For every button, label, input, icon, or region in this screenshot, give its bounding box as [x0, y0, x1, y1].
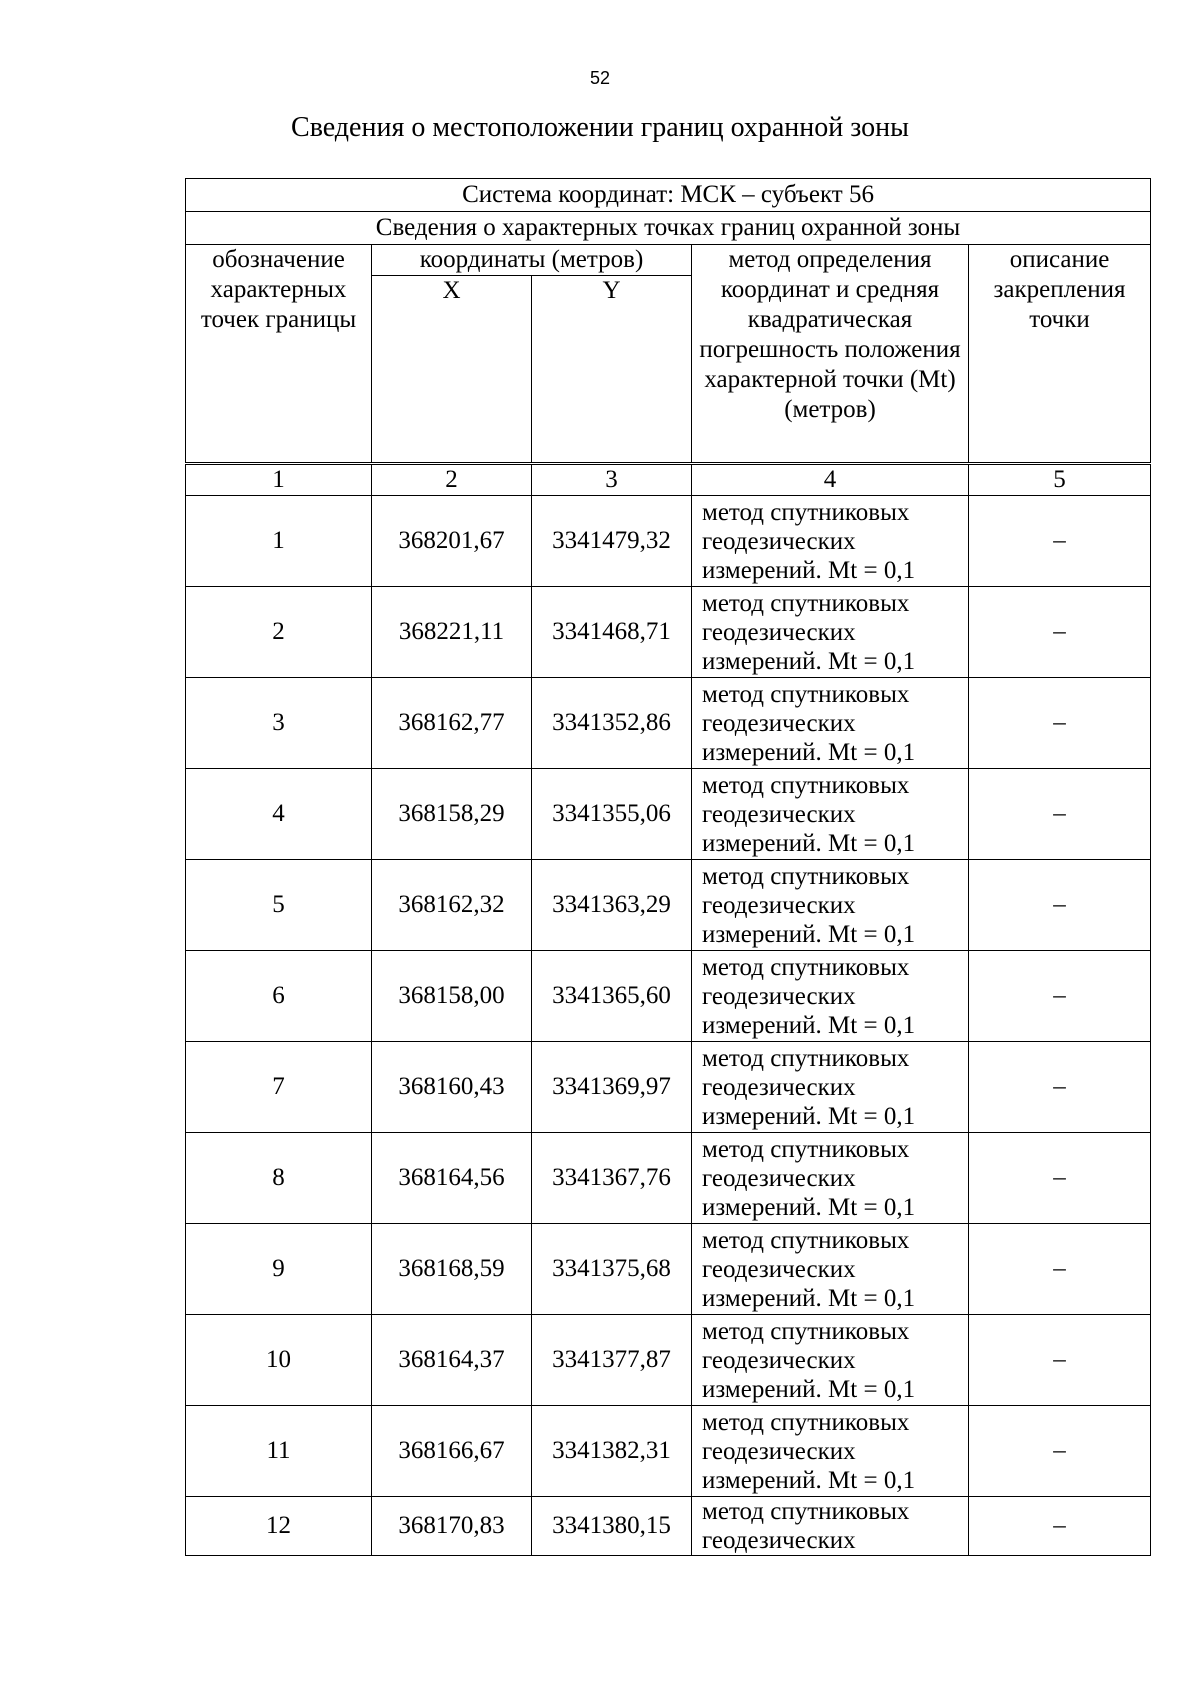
column-number: 4: [692, 464, 969, 496]
info-cell: Сведения о характерных точках границ охранной зоны: [186, 212, 1151, 245]
y-coordinate-cell: 3341352,86: [532, 678, 692, 769]
method-cell: метод спутниковых геодезических измерений. Mt = 0,1: [692, 1224, 969, 1315]
table-row: [186, 678, 1151, 769]
table-row: [186, 1042, 1151, 1133]
method-cell: метод спутниковых геодезических измерений. Mt = 0,1: [692, 769, 969, 860]
page-title: Сведения о местоположении границ охранной зоны: [291, 112, 909, 143]
x-coordinate-cell: 368162,32: [372, 860, 532, 951]
header-coordinates: координаты (метров): [372, 245, 692, 276]
x-coordinate-cell: 368221,11: [372, 587, 532, 678]
point-number-cell: 3: [186, 678, 372, 769]
method-cell: метод спутниковых геодезических измерений. Mt = 0,1: [692, 1042, 969, 1133]
x-coordinate-cell: 368158,29: [372, 769, 532, 860]
header-point-designation: обозначение характерных точек границы: [186, 245, 372, 464]
header-method: метод определения координат и средняя квадратическая погрешность положения характерной точки (Mt) (метров): [692, 245, 969, 464]
x-coordinate-cell: 368158,00: [372, 951, 532, 1042]
point-number-cell: 7: [186, 1042, 372, 1133]
table-header-row: [186, 245, 1151, 276]
method-cell: метод спутниковых геодезических измерений. Mt = 0,1: [692, 1133, 969, 1224]
x-coordinate-cell: 368170,83: [372, 1497, 532, 1556]
column-number: 2: [372, 464, 532, 496]
description-cell: –: [969, 496, 1151, 587]
point-number-cell: 5: [186, 860, 372, 951]
description-cell: –: [969, 1497, 1151, 1556]
description-cell: –: [969, 1406, 1151, 1497]
column-number: 3: [532, 464, 692, 496]
point-number-cell: 2: [186, 587, 372, 678]
method-cell: метод спутниковых геодезических измерений. Mt = 0,1: [692, 587, 969, 678]
y-coordinate-cell: 3341375,68: [532, 1224, 692, 1315]
table-body: [186, 179, 1151, 1556]
point-number-cell: 11: [186, 1406, 372, 1497]
description-cell: –: [969, 951, 1151, 1042]
description-cell: –: [969, 1315, 1151, 1406]
table-row: [186, 1497, 1151, 1556]
y-coordinate-cell: 3341367,76: [532, 1133, 692, 1224]
table-row: [186, 587, 1151, 678]
point-number-cell: 6: [186, 951, 372, 1042]
x-coordinate-cell: 368162,77: [372, 678, 532, 769]
table-row: [186, 1315, 1151, 1406]
method-cell: метод спутниковых геодезических измерений. Mt = 0,1: [692, 1315, 969, 1406]
y-coordinate-cell: 3341468,71: [532, 587, 692, 678]
table-row: [186, 860, 1151, 951]
description-cell: –: [969, 1224, 1151, 1315]
table-row: [186, 496, 1151, 587]
description-cell: –: [969, 769, 1151, 860]
description-cell: –: [969, 587, 1151, 678]
method-cell: метод спутниковых геодезических измерений. Mt = 0,1: [692, 951, 969, 1042]
table-row: [186, 769, 1151, 860]
table-row: [186, 1224, 1151, 1315]
point-number-cell: 9: [186, 1224, 372, 1315]
x-coordinate-cell: 368160,43: [372, 1042, 532, 1133]
y-coordinate-cell: 3341355,06: [532, 769, 692, 860]
point-number-cell: 1: [186, 496, 372, 587]
y-coordinate-cell: 3341365,60: [532, 951, 692, 1042]
point-number-cell: 10: [186, 1315, 372, 1406]
y-coordinate-cell: 3341369,97: [532, 1042, 692, 1133]
table-row: [186, 1406, 1151, 1497]
column-number: 1: [186, 464, 372, 496]
boundary-points-table: [185, 178, 1151, 1556]
column-number: 5: [969, 464, 1151, 496]
x-coordinate-cell: 368168,59: [372, 1224, 532, 1315]
point-number-cell: 12: [186, 1497, 372, 1556]
table-row-coordinate-system: [186, 179, 1151, 212]
table-row: [186, 951, 1151, 1042]
method-cell: метод спутниковых геодезических измерений. Mt = 0,1: [692, 678, 969, 769]
point-number-cell: 8: [186, 1133, 372, 1224]
method-cell: метод спутниковых геодезических измерений. Mt = 0,1: [692, 496, 969, 587]
y-coordinate-cell: 3341382,31: [532, 1406, 692, 1497]
y-coordinate-cell: 3341377,87: [532, 1315, 692, 1406]
method-cell: метод спутниковых геодезических измерений. Mt = 0,1: [692, 1406, 969, 1497]
header-x: X: [372, 276, 532, 464]
description-cell: –: [969, 1133, 1151, 1224]
y-coordinate-cell: 3341479,32: [532, 496, 692, 587]
method-cell: метод спутниковых геодезических измерений. Mt = 0,1: [692, 860, 969, 951]
table-row-info: [186, 212, 1151, 245]
y-coordinate-cell: 3341380,15: [532, 1497, 692, 1556]
coordinate-system-cell: Система координат: МСК – субъект 56: [186, 179, 1151, 212]
x-coordinate-cell: 368164,56: [372, 1133, 532, 1224]
header-description: описание закрепления точки: [969, 245, 1151, 464]
description-cell: –: [969, 1042, 1151, 1133]
header-y: Y: [532, 276, 692, 464]
column-numbers-row: [186, 464, 1151, 496]
x-coordinate-cell: 368164,37: [372, 1315, 532, 1406]
description-cell: –: [969, 860, 1151, 951]
page-number: 52: [589, 68, 611, 88]
x-coordinate-cell: 368201,67: [372, 496, 532, 587]
point-number-cell: 4: [186, 769, 372, 860]
table-row: [186, 1133, 1151, 1224]
description-cell: –: [969, 678, 1151, 769]
method-cell: метод спутниковых геодезических: [692, 1497, 969, 1556]
x-coordinate-cell: 368166,67: [372, 1406, 532, 1497]
y-coordinate-cell: 3341363,29: [532, 860, 692, 951]
